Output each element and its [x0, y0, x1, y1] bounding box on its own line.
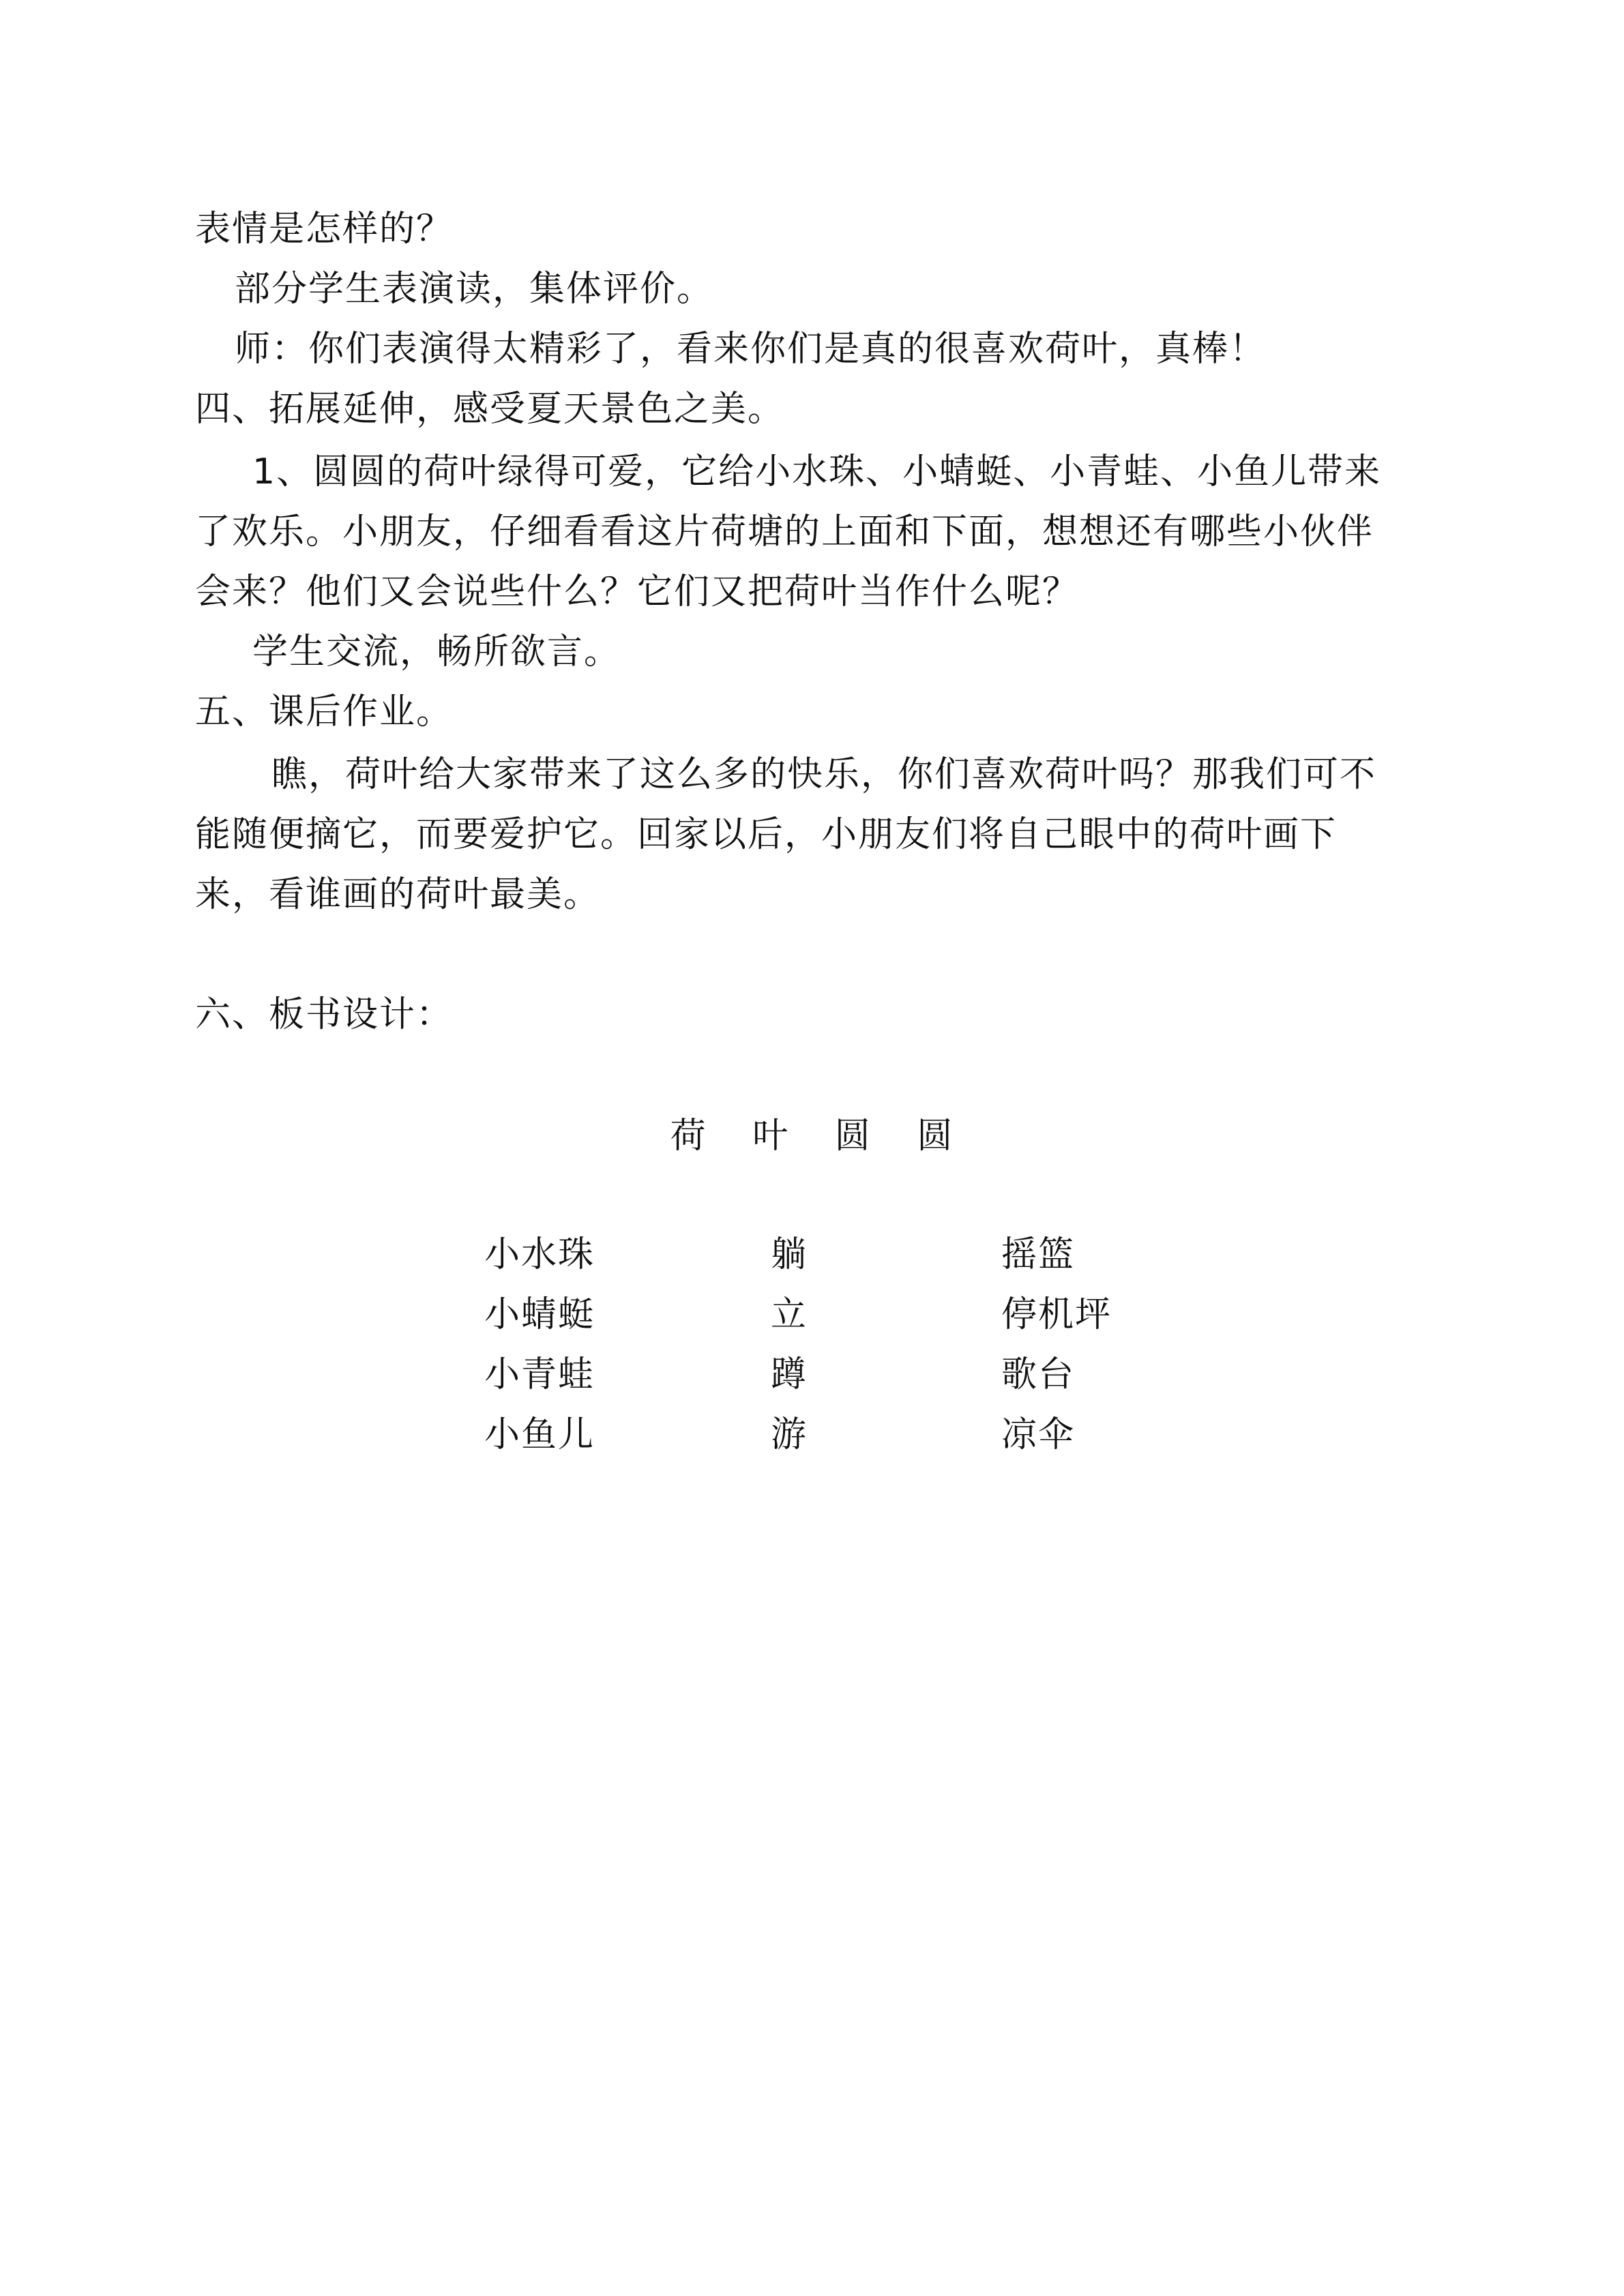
text-line: 表情是怎样的？ [195, 209, 454, 250]
board-who: 小水珠 [484, 1234, 595, 1275]
board-row [0, 1413, 1624, 1457]
board-title-char: 圆 [917, 1116, 954, 1157]
board-title-char: 圆 [834, 1116, 872, 1157]
board-row [0, 1233, 1624, 1277]
board-who: 小青蛙 [484, 1354, 595, 1395]
board-title-char: 荷 [670, 1116, 707, 1157]
board-action: 躺 [771, 1234, 808, 1275]
board-action: 立 [771, 1294, 808, 1335]
board-action: 蹲 [771, 1354, 808, 1395]
section-heading: 五、课后作业。 [195, 691, 454, 732]
text-line: 瞧，荷叶给大家带来了这么多的快乐，你们喜欢荷叶吗？那我们可不 [271, 754, 1377, 795]
board-as: 停机坪 [1001, 1294, 1112, 1335]
text-line: 学生交流，畅所欲言。 [252, 631, 621, 672]
board-as: 凉伞 [1001, 1414, 1076, 1455]
board-as: 歌台 [1001, 1354, 1076, 1395]
board-as: 摇篮 [1001, 1234, 1076, 1275]
board-who: 小鱼儿 [484, 1414, 595, 1455]
section-heading: 四、拓展延伸，感受夏天景色之美。 [195, 389, 785, 430]
text-line: 师：你们表演得太精彩了，看来你们是真的很喜欢荷叶，真棒！ [235, 329, 1267, 370]
board-row [0, 1353, 1624, 1397]
board-title-char: 叶 [752, 1116, 790, 1157]
text-line: 部分学生表演读，集体评价。 [235, 269, 714, 310]
board-title [0, 1114, 1624, 1158]
section-heading: 六、板书设计： [195, 994, 454, 1035]
text-line: 了欢乐。小朋友，仔细看看这片荷塘的上面和下面，想想还有哪些小伙伴 [195, 511, 1374, 552]
board-who: 小蜻蜓 [484, 1294, 595, 1335]
text-line: 1、圆圆的荷叶绿得可爱，它给小水珠、小蜻蜓、小青蛙、小鱼儿带来 [252, 451, 1382, 492]
board-row [0, 1293, 1624, 1337]
text-line: 来，看谁画的荷叶最美。 [195, 874, 601, 915]
board-action: 游 [771, 1414, 808, 1455]
text-line: 会来？他们又会说些什么？它们又把荷叶当作什么呢？ [195, 571, 1080, 612]
text-line: 能随便摘它，而要爱护它。回家以后，小朋友们将自己眼中的荷叶画下 [195, 814, 1338, 855]
